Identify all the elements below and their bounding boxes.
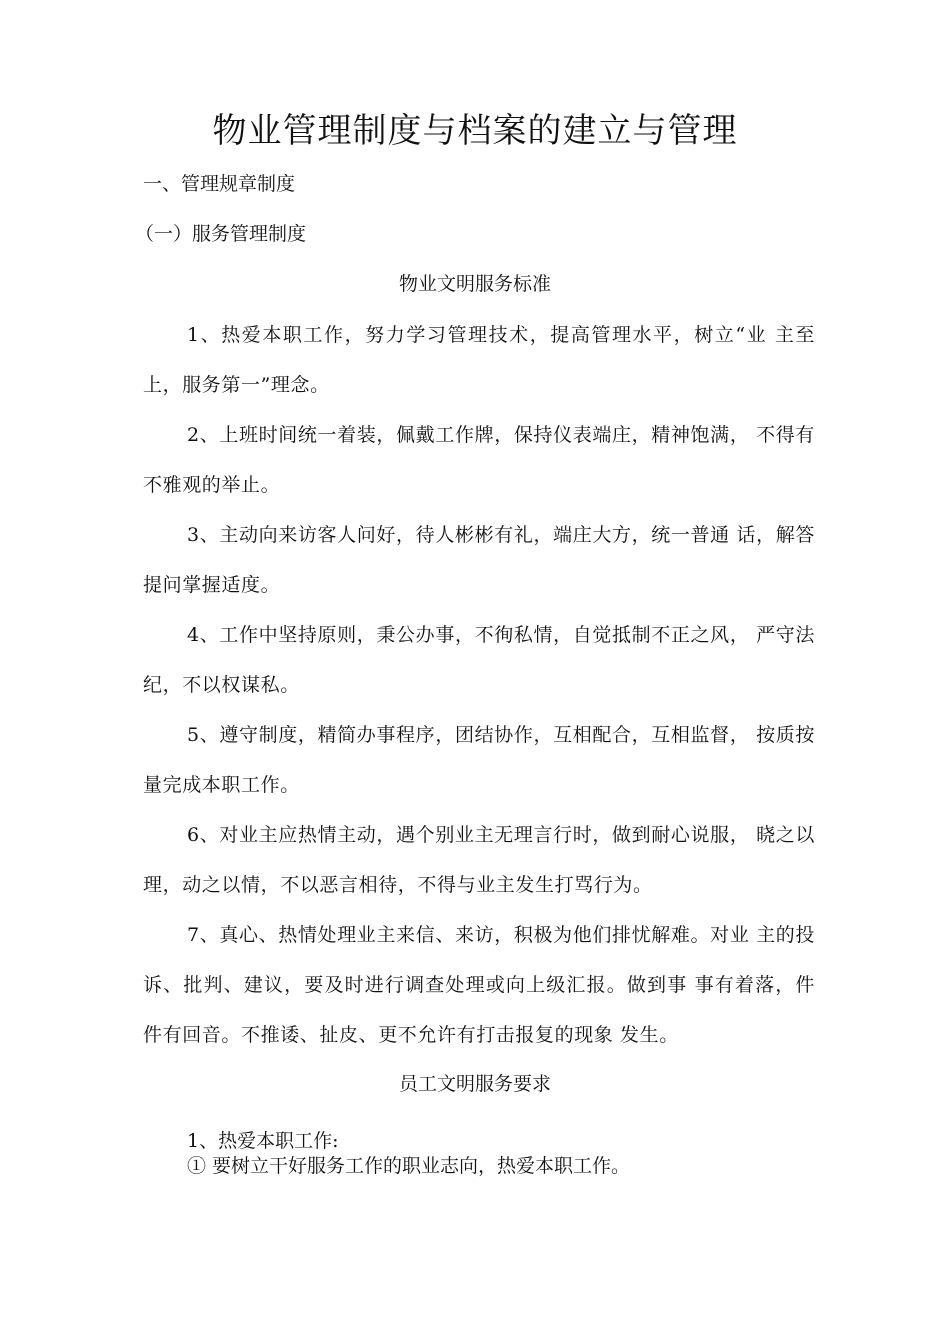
section-heading: 一、管理规章制度 xyxy=(143,173,296,195)
standard-paragraph-7: 7、真心、热情处理业主来信、来访，积极为他们排忧解难。对业 主的投诉、批判、建议，要及时进行调查处理或向上级汇报。做到事 事有着落，件件有回音。不推诿、扯皮、更不允许有打击报复的现象 发生。 xyxy=(143,924,815,1046)
subsection-heading: （一）服务管理制度 xyxy=(135,223,307,245)
standard-paragraph-3: 3、主动向来访客人问好，待人彬彬有礼，端庄大方，统一普通 话，解答提问掌握适度。 xyxy=(143,524,815,596)
standard-paragraph-1: 1、热爱本职工作，努力学习管理技术，提高管理水平，树立“业 主至上，服务第一”理念。 xyxy=(143,324,815,396)
requirements-title: 员工文明服务要求 xyxy=(398,1073,551,1095)
standard-paragraph-2: 2、上班时间统一着装，佩戴工作牌，保持仪表端庄，精神饱满， 不得有不雅观的举止。 xyxy=(143,424,815,496)
standard-paragraph-5: 5、遵守制度，精简办事程序，团结协作，互相配合，互相监督， 按质按量完成本职工作。 xyxy=(143,724,815,796)
requirement-subitem-1: ① 要树立干好服务工作的职业志向，热爱本职工作。 xyxy=(187,1155,631,1177)
document-title: 物业管理制度与档案的建立与管理 xyxy=(212,111,738,151)
requirement-item-1: 1、热爱本职工作: xyxy=(187,1130,339,1152)
standard-paragraph-4: 4、工作中坚持原则，秉公办事，不徇私情，自觉抵制不正之风， 严守法纪，不以权谋私。 xyxy=(143,624,815,696)
standard-title: 物业文明服务标准 xyxy=(398,273,551,295)
standard-paragraph-6: 6、对业主应热情主动，遇个别业主无理言行时，做到耐心说服， 晓之以理，动之以情，不以恶言相待，不得与业主发生打骂行为。 xyxy=(143,824,815,896)
